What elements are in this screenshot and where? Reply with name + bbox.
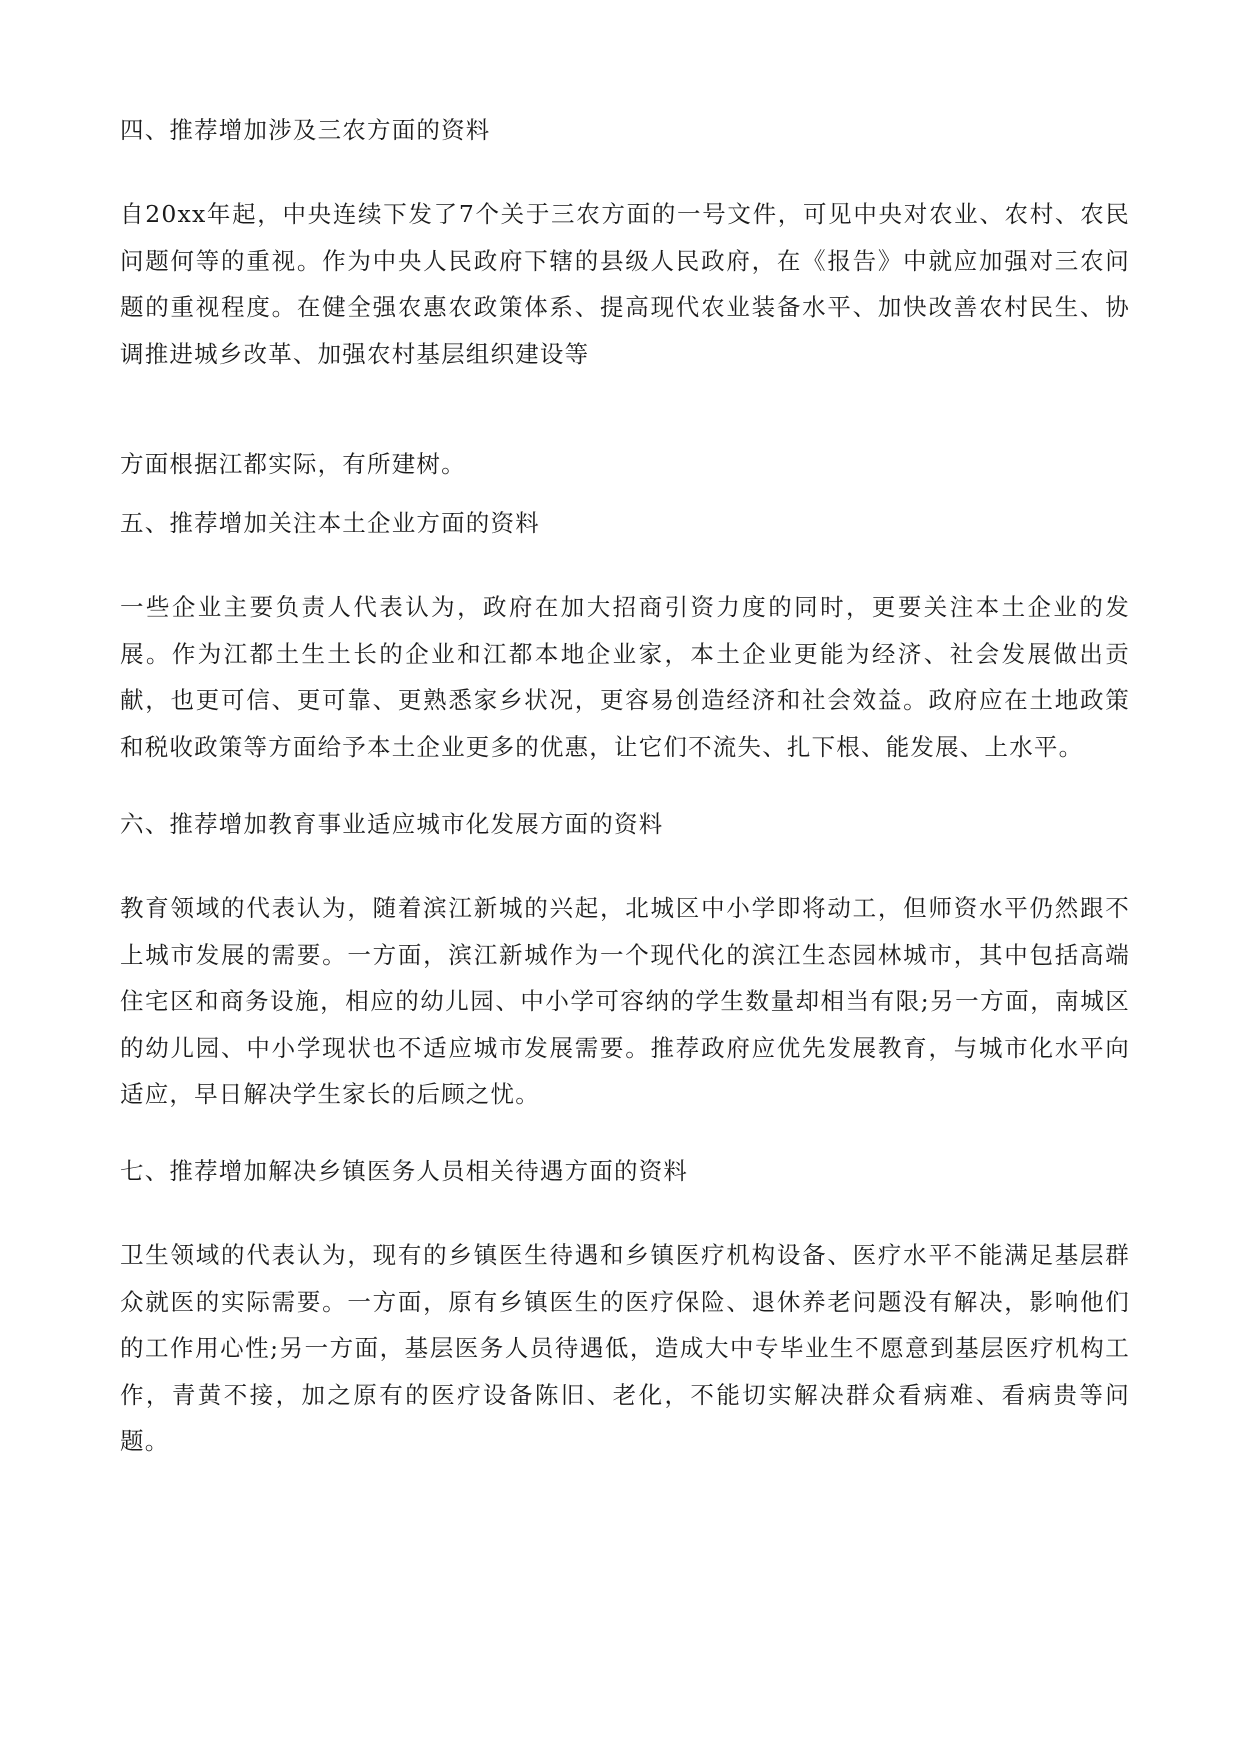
section-7-body: 卫生领域的代表认为，现有的乡镇医生待遇和乡镇医疗机构设备、医疗水平不能满足基层群众就医的实际需要。一方面，原有乡镇医生的医疗保险、退休养老问题没有解决，影响他们的工作用心性;另一方面，基层医务人员待遇低，造成大中专毕业生不愿意到基层医疗机构工作，青黄不接，加之原有的医疗设备陈旧、老化，不能切实解决群众看病难、看病贵等问题。 xyxy=(120,1241,1130,1455)
section-7-heading: 七、推荐增加解决乡镇医务人员相关待遇方面的资料 xyxy=(120,1157,689,1185)
section-4-body: 自20xx年起，中央连续下发了7个关于三农方面的一号文件，可见中央对农业、农村、农民问题何等的重视。作为中央人民政府下辖的县级人民政府，在《报告》中就应加强对三农问题的重视程度。在健全强农惠农政策体系、提高现代农业装备水平、加快改善农村民生、协调推进城乡改革、加强农村基层组织建设等 xyxy=(120,200,1130,368)
section-5-heading: 五、推荐增加关注本土企业方面的资料 xyxy=(120,509,540,537)
section-4-heading: 四、推荐增加涉及三农方面的资料 xyxy=(120,116,491,144)
section-4-body-continued: 方面根据江都实际，有所建树。 xyxy=(120,450,466,478)
section-5-body: 一些企业主要负责人代表认为，政府在加大招商引资力度的同时，更要关注本土企业的发展。作为江都土生土长的企业和江都本地企业家，本土企业更能为经济、社会发展做出贡献，也更可信、更可靠、更熟悉家乡状况，更容易创造经济和社会效益。政府应在土地政策和税收政策等方面给予本土企业更多的优惠，让它们不流失、扎下根、能发展、上水平。 xyxy=(120,593,1130,761)
section-6-body: 教育领域的代表认为，随着滨江新城的兴起，北城区中小学即将动工，但师资水平仍然跟不上城市发展的需要。一方面，滨江新城作为一个现代化的滨江生态园林城市，其中包括高端住宅区和商务设施，相应的幼儿园、中小学可容纳的学生数量却相当有限;另一方面，南城区的幼儿园、中小学现状也不适应城市发展需要。推荐政府应优先发展教育，与城市化水平向适应，早日解决学生家长的后顾之忧。 xyxy=(120,894,1130,1108)
section-6-heading: 六、推荐增加教育事业适应城市化发展方面的资料 xyxy=(120,810,664,838)
